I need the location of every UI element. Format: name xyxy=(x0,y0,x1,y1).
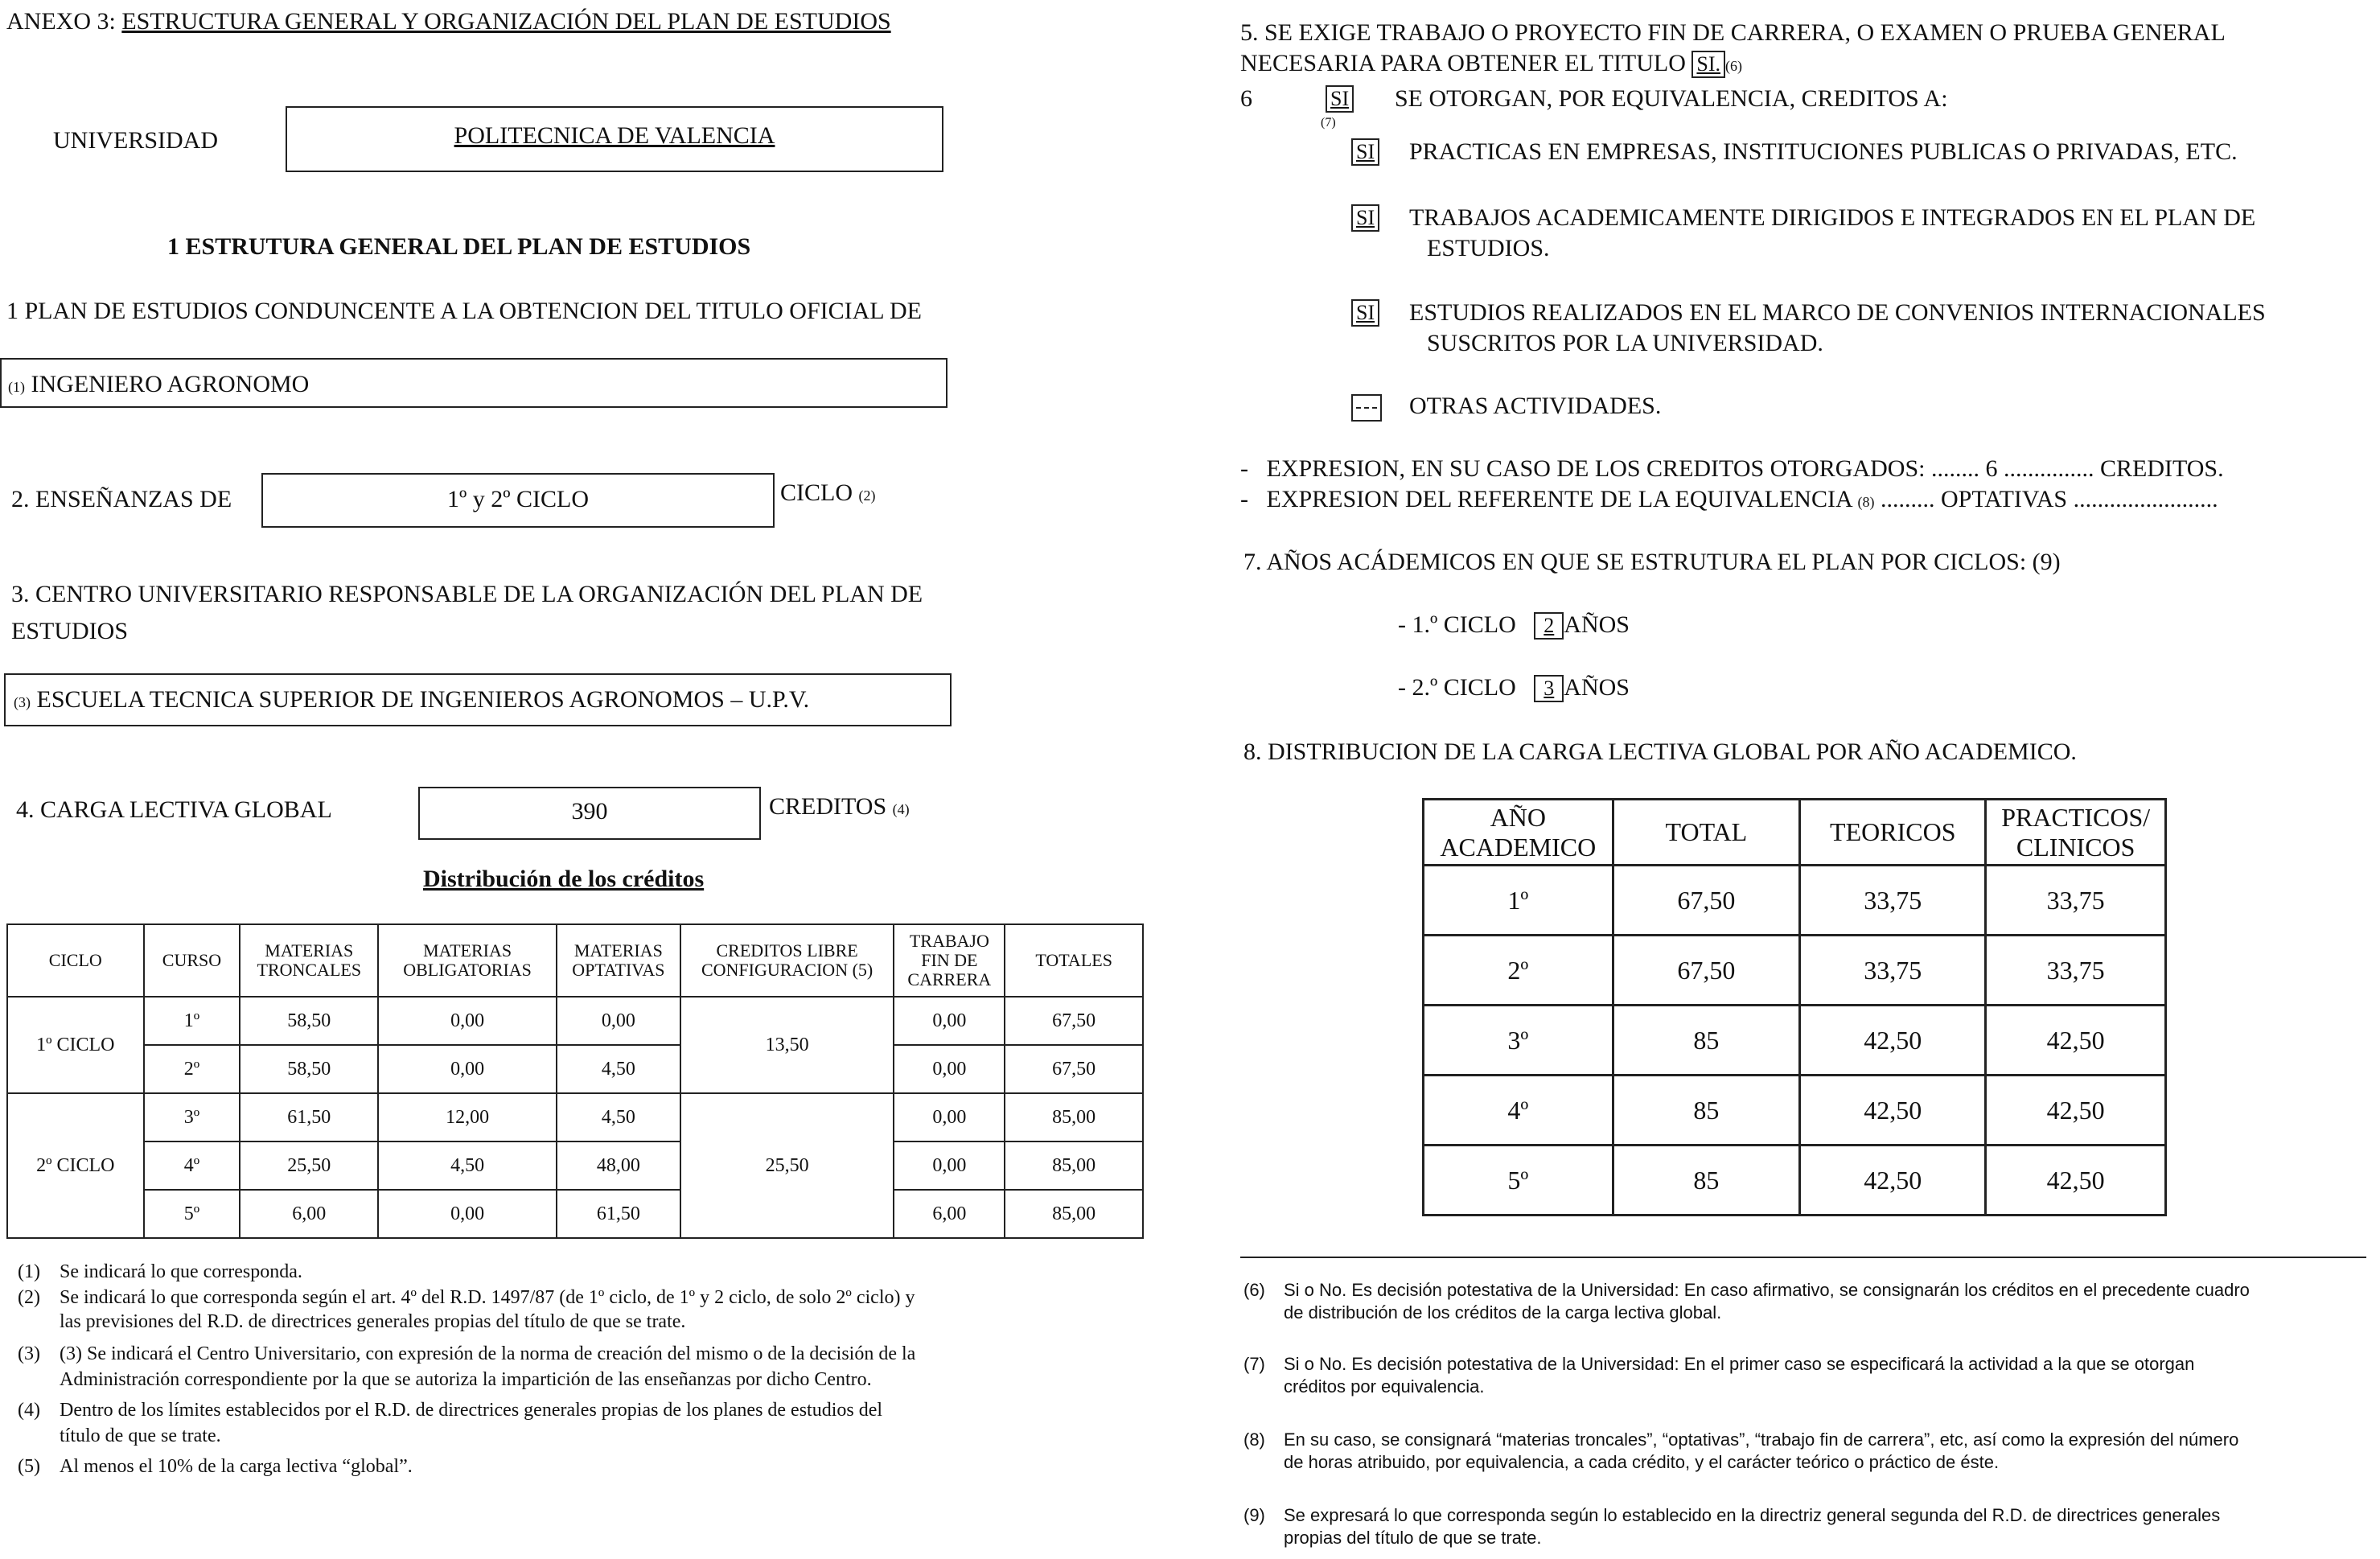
totales-cell: 85,00 xyxy=(1005,1190,1143,1238)
obligatorias-cell: 0,00 xyxy=(378,1190,557,1238)
footnote-number: (2) xyxy=(18,1287,40,1308)
col-header: TEORICOS xyxy=(1800,800,1986,866)
optativas-cell: 4,50 xyxy=(557,1045,680,1093)
cycle-unit: AÑOS xyxy=(1564,611,1630,638)
option-line: ESTUDIOS REALIZADOS EN EL MARCO DE CONVENIOS INTERNACIONALES xyxy=(1409,299,2266,326)
item3-label-line2: ESTUDIOS xyxy=(11,618,129,644)
footnote-number: (5) xyxy=(18,1456,40,1477)
col-header: TOTAL xyxy=(1613,800,1800,866)
col-header: TOTALES xyxy=(1005,924,1143,997)
footnote-line: propias del título de que se trate. xyxy=(1284,1528,1542,1548)
table-row xyxy=(1424,936,2166,1006)
expr2-ref: (8) xyxy=(1857,494,1875,510)
troncales-cell: 58,50 xyxy=(240,1045,378,1093)
item2-suffix-wrap xyxy=(780,479,876,507)
libre-cell: 25,50 xyxy=(680,1093,894,1238)
annex-title: ESTRUCTURA GENERAL Y ORGANIZACIÓN DEL PLAN DE ESTUDIOS xyxy=(121,8,891,35)
expr2-label: EXPRESION DEL REFERENTE DE LA EQUIVALENCIA xyxy=(1266,486,1852,512)
year-cell: 3º xyxy=(1424,1006,1613,1076)
practicos-cell: 42,50 xyxy=(1986,1076,2166,1146)
item3-value: ESCUELA TECNICA SUPERIOR DE INGENIEROS AGRONOMOS – U.P.V. xyxy=(36,686,810,713)
curso-cell: 1º xyxy=(144,997,240,1045)
teoricos-cell: 42,50 xyxy=(1800,1076,1986,1146)
troncales-cell: 58,50 xyxy=(240,997,378,1045)
cycle-cell: 1º CICLO xyxy=(7,997,144,1093)
option-line: OTRAS ACTIVIDADES. xyxy=(1409,393,1662,419)
university-label: UNIVERSIDAD xyxy=(53,127,218,154)
table-row xyxy=(1424,866,2166,936)
option-mark: SI xyxy=(1351,299,1379,327)
practicos-cell: 42,50 xyxy=(1986,1006,2166,1076)
troncales-cell: 25,50 xyxy=(240,1141,378,1190)
optativas-cell: 48,00 xyxy=(557,1141,680,1190)
item5-ref: (6) xyxy=(1725,58,1743,74)
credits-header-row xyxy=(7,924,1143,997)
libre-cell: 13,50 xyxy=(680,997,894,1093)
footnote-line: las previsiones del R.D. de directrices generales propias del título de que se trate. xyxy=(60,1311,686,1332)
curso-cell: 5º xyxy=(144,1190,240,1238)
footnote-line: Si o No. Es decisión potestativa de la Universidad: En el primer caso se especificará la actividad a la que se otorgan xyxy=(1284,1354,2195,1374)
total-cell: 85 xyxy=(1613,1076,1800,1146)
trabajo-cell: 6,00 xyxy=(894,1190,1005,1238)
footnote-line: de distribución de los créditos de la carga lectiva global. xyxy=(1284,1302,1722,1322)
footnote-separator xyxy=(1240,1257,2366,1258)
year-cell: 5º xyxy=(1424,1146,1613,1216)
practicos-cell: 33,75 xyxy=(1986,866,2166,936)
footnote-number: (4) xyxy=(18,1400,40,1421)
item2-suffix: CICLO xyxy=(780,479,853,506)
col-header: MATERIAS TRONCALES xyxy=(240,924,378,997)
item4-label: 4. CARGA LECTIVA GLOBAL xyxy=(16,796,332,823)
section1-title: 1 ESTRUTURA GENERAL DEL PLAN DE ESTUDIOS xyxy=(167,233,751,260)
option-mark: SI xyxy=(1351,138,1379,166)
col-header: MATERIAS OBLIGATORIAS xyxy=(378,924,557,997)
expr1-dots: ............... xyxy=(2003,455,2094,482)
cycle-years-row xyxy=(1398,611,1630,640)
credits-title: Distribución de los créditos xyxy=(423,866,705,892)
option-mark: SI xyxy=(1351,204,1379,232)
item6-ref: (7) xyxy=(1321,116,1336,130)
col-header: PRACTICOS/ CLINICOS xyxy=(1986,800,2166,866)
item4-box xyxy=(418,787,761,840)
footnote-line: Se indicará lo que corresponda. xyxy=(60,1261,302,1282)
table-row xyxy=(7,997,1143,1045)
option-line: TRABAJOS ACADEMICAMENTE DIRIGIDOS E INTEGRADOS EN EL PLAN DE xyxy=(1409,204,2256,231)
year-distribution-table xyxy=(1422,798,2167,1216)
table-row xyxy=(1424,1076,2166,1146)
table-row xyxy=(7,1045,1143,1093)
total-cell: 67,50 xyxy=(1613,936,1800,1006)
optativas-cell: 0,00 xyxy=(557,997,680,1045)
teoricos-cell: 42,50 xyxy=(1800,1006,1986,1076)
item1-box xyxy=(0,358,947,408)
obligatorias-cell: 0,00 xyxy=(378,1045,557,1093)
expr1-label: EXPRESION, EN SU CASO DE LOS CREDITOS OTORGADOS: ........ xyxy=(1266,455,1979,482)
troncales-cell: 6,00 xyxy=(240,1190,378,1238)
obligatorias-cell: 4,50 xyxy=(378,1141,557,1190)
footnote-line: Se expresará lo que corresponda según lo establecido en la directriz general segunda del R.D. de directrices generales xyxy=(1284,1505,2221,1525)
option-line: ESTUDIOS. xyxy=(1427,235,1550,261)
footnote-line: Se indicará lo que corresponda según el art. 4º del R.D. 1497/87 (de 1º ciclo, de 1º y 2 ciclo, de solo 2º ciclo) y xyxy=(60,1287,915,1308)
table-row xyxy=(7,1190,1143,1238)
item8-title: 8. DISTRIBUCION DE LA CARGA LECTIVA GLOBAL POR AÑO ACADEMICO. xyxy=(1243,738,2077,765)
annex-prefix: ANEXO 3: xyxy=(6,8,116,35)
footnote-line: créditos por equivalencia. xyxy=(1284,1376,1485,1397)
total-cell: 85 xyxy=(1613,1146,1800,1216)
col-header: CURSO xyxy=(144,924,240,997)
table-row xyxy=(1424,1146,2166,1216)
col-header: TRABAJO FIN DE CARRERA xyxy=(894,924,1005,997)
year-cell: 4º xyxy=(1424,1076,1613,1146)
cycle-years: 2 xyxy=(1534,612,1564,640)
item6-text: SE OTORGAN, POR EQUIVALENCIA, CREDITOS A: xyxy=(1395,85,1948,112)
cycle-label: - 2.º CICLO xyxy=(1398,674,1516,701)
university-box xyxy=(286,106,943,172)
footnote-line: Si o No. Es decisión potestativa de la Universidad: En caso afirmativo, se consignarán los créditos en el precedente cuadro xyxy=(1284,1280,2250,1300)
item7-title: 7. AÑOS ACÁDEMICOS EN QUE SE ESTRUTURA EL PLAN POR CICLOS: (9) xyxy=(1243,549,2061,575)
expr1-value: 6 xyxy=(1985,455,1998,482)
item5-line1: 5. SE EXIGE TRABAJO O PROYECTO FIN DE CARRERA, O EXAMEN O PRUEBA GENERAL xyxy=(1240,19,2226,46)
footnote-line: título de que se trate. xyxy=(60,1425,221,1446)
optativas-cell: 4,50 xyxy=(557,1093,680,1141)
item1-label: 1 PLAN DE ESTUDIOS CONDUNCENTE A LA OBTENCION DEL TITULO OFICIAL DE xyxy=(6,298,922,324)
item6-mark-wrap xyxy=(1326,85,1354,113)
item2-label: 2. ENSEÑANZAS DE xyxy=(11,486,232,512)
item4-value: 390 xyxy=(571,798,608,825)
table-row xyxy=(7,1141,1143,1190)
curso-cell: 3º xyxy=(144,1093,240,1141)
item3-box xyxy=(4,673,952,726)
obligatorias-cell: 0,00 xyxy=(378,997,557,1045)
option-checkbox xyxy=(1351,204,1379,232)
cycle-unit: AÑOS xyxy=(1564,674,1630,701)
teoricos-cell: 42,50 xyxy=(1800,1146,1986,1216)
total-cell: 85 xyxy=(1613,1006,1800,1076)
footnote-line: Al menos el 10% de la carga lectiva “global”. xyxy=(60,1456,413,1477)
footnote-number: (3) xyxy=(18,1343,40,1364)
item5-line2: NECESARIA PARA OBTENER EL TITULO xyxy=(1240,50,1686,76)
footnote-number: (9) xyxy=(1243,1505,1265,1525)
year-cell: 1º xyxy=(1424,866,1613,936)
item6-value: SI xyxy=(1326,85,1354,113)
right-footnotes xyxy=(1243,1279,2370,1553)
practicos-cell: 42,50 xyxy=(1986,1146,2166,1216)
item4-suffix: CREDITOS xyxy=(769,793,887,820)
item2-value: 1º y 2º CICLO xyxy=(446,486,590,512)
footnote-number: (8) xyxy=(1243,1429,1265,1450)
item4-ref: (4) xyxy=(892,801,910,817)
footnote-line: Dentro de los límites establecidos por el R.D. de directrices generales propias de los planes de estudios del xyxy=(60,1400,883,1421)
totales-cell: 85,00 xyxy=(1005,1141,1143,1190)
item6-num: 6 xyxy=(1240,85,1252,112)
left-footnotes xyxy=(18,1260,1144,1501)
year-cell: 2º xyxy=(1424,936,1613,1006)
item1-ref: (1) xyxy=(8,379,25,395)
option-line: SUSCRITOS POR LA UNIVERSIDAD. xyxy=(1427,330,1823,356)
option-checkbox xyxy=(1351,299,1379,327)
totales-cell: 67,50 xyxy=(1005,1045,1143,1093)
item2-ref: (2) xyxy=(858,487,876,504)
cycle-years-row xyxy=(1398,674,1630,702)
totales-cell: 85,00 xyxy=(1005,1093,1143,1141)
trabajo-cell: 0,00 xyxy=(894,1045,1005,1093)
university-value: POLITECNICA DE VALENCIA xyxy=(454,122,775,149)
expr2-dots: ......... xyxy=(1880,486,1935,512)
practicos-cell: 33,75 xyxy=(1986,936,2166,1006)
trabajo-cell: 0,00 xyxy=(894,1093,1005,1141)
footnote-number: (1) xyxy=(18,1261,40,1282)
item3-ref: (3) xyxy=(14,694,31,710)
cycle-years: 3 xyxy=(1534,675,1564,702)
table-row xyxy=(1424,1006,2166,1076)
expr1-line: - EXPRESION, EN SU CASO DE LOS CREDITOS OTORGADOS: ........ 6 ............... CREDITOS. xyxy=(1240,455,2224,482)
trabajo-cell: 0,00 xyxy=(894,1141,1005,1190)
col-header: CICLO xyxy=(7,924,144,997)
table-row xyxy=(7,1093,1143,1141)
option-checkbox-empty xyxy=(1351,394,1382,422)
teoricos-cell: 33,75 xyxy=(1800,936,1986,1006)
totales-cell: 67,50 xyxy=(1005,997,1143,1045)
footnote-number: (6) xyxy=(1243,1280,1265,1300)
troncales-cell: 61,50 xyxy=(240,1093,378,1141)
item5-line2-wrap xyxy=(1240,50,1742,78)
footnote-number: (7) xyxy=(1243,1354,1265,1374)
footnote-line: En su caso, se consignará “materias troncales”, “optativas”, “trabajo fin de carrera”, etc, así como la expresión del número xyxy=(1284,1429,2239,1450)
cycle-label: - 1.º CICLO xyxy=(1398,611,1516,638)
obligatorias-cell: 12,00 xyxy=(378,1093,557,1141)
teoricos-cell: 33,75 xyxy=(1800,866,1986,936)
col-header: MATERIAS OPTATIVAS xyxy=(557,924,680,997)
item1-value: INGENIERO AGRONOMO xyxy=(31,371,310,397)
trabajo-cell: 0,00 xyxy=(894,997,1005,1045)
footnote-line: de horas atribuido, por equivalencia, a cada crédito, y el carácter teórico o práctico de éste. xyxy=(1284,1452,2000,1472)
expr2-line: - EXPRESION DEL REFERENTE DE LA EQUIVALENCIA (8) ......... OPTATIVAS ........................ xyxy=(1240,486,2218,512)
cycle-cell: 2º CICLO xyxy=(7,1093,144,1238)
item5-value: SI. xyxy=(1691,51,1725,78)
option-line: PRACTICAS EN EMPRESAS, INSTITUCIONES PUBLICAS O PRIVADAS, ETC. xyxy=(1409,138,2238,165)
credits-table xyxy=(6,923,1144,1239)
annex-header xyxy=(6,8,891,35)
footnote-line: (3) Se indicará el Centro Universitario, con expresión de la norma de creación del mismo o de la decisión de la xyxy=(60,1343,916,1364)
curso-cell: 4º xyxy=(144,1141,240,1190)
optativas-cell: 61,50 xyxy=(557,1190,680,1238)
expr2-dots2: ........................ xyxy=(2073,486,2218,512)
footnote-line: Administración correspondiente por la que se autoriza la impartición de las enseñanzas por dicho Centro. xyxy=(60,1369,872,1390)
option-checkbox xyxy=(1351,138,1379,166)
curso-cell: 2º xyxy=(144,1045,240,1093)
item3-label-line1: 3. CENTRO UNIVERSITARIO RESPONSABLE DE LA ORGANIZACIÓN DEL PLAN DE xyxy=(11,581,923,607)
col-header: CREDITOS LIBRE CONFIGURACION (5) xyxy=(680,924,894,997)
item4-suffix-wrap xyxy=(769,793,910,821)
col-header: AÑO ACADEMICO xyxy=(1424,800,1613,866)
year-header-row xyxy=(1424,800,2166,866)
expr1-unit: CREDITOS. xyxy=(2099,455,2224,482)
expr2-value: OPTATIVAS xyxy=(1940,486,2068,512)
total-cell: 67,50 xyxy=(1613,866,1800,936)
item2-box xyxy=(261,473,775,528)
